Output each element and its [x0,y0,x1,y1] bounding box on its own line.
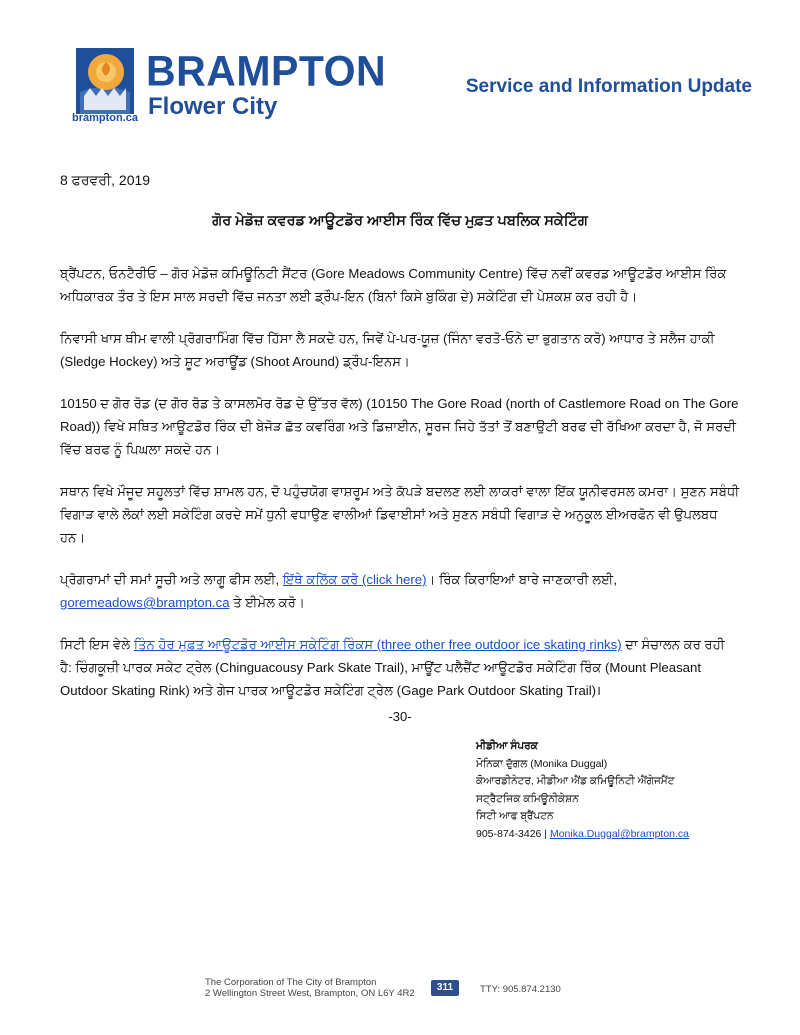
contact-separator: | [541,827,550,840]
schedule-text-end: ਤੇ ਈਮੇਲ ਕਰੋ। [229,595,305,610]
contact-email-link[interactable]: Monika.Duggal@brampton.ca [549,827,690,840]
goremeadows-email-link[interactable]: goremeadows@brampton.ca [60,595,230,610]
page-title: Service and Information Update [465,76,752,97]
footer-address: 2 Wellington Street West, Brampton, ON L6Y 4R2 [205,988,415,999]
paragraph-other-rinks [60,633,740,702]
footer-tty: TTY: 905.874.2130 [480,984,561,995]
release-date: 8 ਫਰਵਰੀ, 2019 [60,172,151,188]
paragraph-amenities: ਸਥਾਨ ਵਿਖੇ ਮੌਜੂਦ ਸਹੂਲਤਾਂ ਵਿੱਚ ਸ਼ਾਮਲ ਹਨ, ਦੋ ਪਹੁੰਚਯੋਗ ਵਾਸ਼ਰੂਮ ਅਤੇ ਕੱਪੜੇ ਬਦਲਣ ਲਈ ਲਾਕਰਾਂ ਵਾਲਾ ਇੱਕ ਯੂਨੀਵਰਸਲ ਕਮਰਾ। ਸੁਣਨ ਸਬੰਧੀ ਵਿਗਾੜ ਵਾਲੇ ਲੋਕਾਂ ਲਈ ਸਕੇਟਿੰਗ ਕਰਦੇ ਸਮੇਂ ਧੁਨੀ ਵਧਾਉਣ ਵਾਲੀਆਂ ਡਿਵਾਈਸਾਂ ਅਤੇ ਸੁਣਨ ਸਬੰਧੀ ਵਿਗਾੜ ਦੇ ਅਨੁਕੂਲ ਈਅਰਫੋਨ ਵੀ ਉਪਲਬਧ ਹਨ। [60,484,740,545]
brand-url: brampton.ca [72,112,139,124]
contact-title: ਮੀਡੀਆ ਸੰਪਰਕ [476,740,538,752]
flower-city-logo-icon [76,48,134,114]
contact-department: ਸਟ੍ਰੈਟਜਿਕ ਕਮਿਊਨੀਕੇਸ਼ਨ [476,792,579,805]
footer [205,977,585,1003]
end-mark: -30- [388,709,412,724]
schedule-text-middle: । ਰਿੰਕ ਕਿਰਾਇਆਂ ਬਾਰੇ ਜਾਣਕਾਰੀ ਲਈ, [426,572,618,587]
headline: ਗੋਰ ਮੇਡੋਜ਼ ਕਵਰਡ ਆਊਟਡੋਰ ਆਈਸ ਰਿੰਕ ਵਿੱਚ ਮੁਫ਼ਤ ਪਬਲਿਕ ਸਕੇਟਿੰਗ [212,213,588,229]
other-rinks-link[interactable]: ਤਿੰਨ ਹੋਰ ਮੁਫ਼ਤ ਆਊਟਡੋਰ ਆਈਸ ਸਕੇਟਿੰਗ ਰਿੰਕਸ (three other free outdoor ice skating rinks) [133,637,622,652]
header [72,40,752,130]
click-here-link[interactable]: ਇੱਥੇ ਕਲਿੱਕ ਕਰੋ (click here) [282,572,427,587]
other-rinks-text-end: ਦਾ ਸੰਚਾਲਨ ਕਰ ਰਹੀ ਹੈ: ਚਿੰਗਕੂਜ਼ੀ ਪਾਰਕ ਸਕੇਟ ਟ੍ਰੇਲ (Chinguacousy Park Skate Trail), ਮਾਊਂਟ ਪਲੈਜ਼ੈਂਟ ਆਊਟਡੋਰ ਸਕੇਟਿੰਗ ਰਿੰਕ (Mount Pleasant Outdoor Skating Rink) ਅਤੇ ਗੇਜ ਪਾਰਕ ਆਊਟਡੋਰ ਸਕੇਟਿੰਗ ਟ੍ਰੇਲ (Gage Park Outdoor Skating Trail)। [60,637,725,698]
paragraph-programming: ਨਿਵਾਸੀ ਖਾਸ ਥੀਮ ਵਾਲੀ ਪ੍ਰੋਗਰਾਮਿੰਗ ਵਿੱਚ ਹਿੱਸਾ ਲੈ ਸਕਦੇ ਹਨ, ਜਿਵੇਂ ਪੇ-ਪਰ-ਯੂਜ਼ (ਜਿੰਨਾ ਵਰਤੋ-ਓਨੇ ਦਾ ਭੁਗਤਾਨ ਕਰੋ) ਆਧਾਰ ਤੇ ਸਲੈਜ ਹਾਕੀ (Sledge Hockey) ਅਤੇ ਸ਼ੂਟ ਅਰਾਊਂਡ (Shoot Around) ਡ੍ਰੌਪ-ਇਨਸ। [60,331,715,369]
brampton-logo[interactable] [72,40,387,130]
article-body [60,262,740,721]
footer-corporation: The Corporation of The City of Brampton [205,977,377,988]
contact-phone: 905-874-3426 [476,827,542,840]
brand-name: BRAMPTON [146,46,387,96]
paragraph-location: 10150 ਦ ਗੋਰ ਰੋਡ (ਦ ਗੋਰ ਰੋਡ ਤੇ ਕਾਸਲਮੋਰ ਰੋਡ ਦੇ ਉੱਤਰ ਵੱਲ) (10150 The Gore Road (north of Castlemore Road on The Gore Road)) ਵਿਖੇ ਸਥਿਤ ਆਊਟਡੋਰ ਰਿੰਕ ਦੀ ਬੇਜੋੜ ਛੱਤ ਕਵਰਿੰਗ ਅਤੇ ਡਿਜ਼ਾਈਨ, ਸੂਰਜ ਜਿਹੇ ਤੱਤਾਂ ਤੋਂ ਬਣਾਉਟੀ ਬਰਫ ਦੀ ਰੱਖਿਆ ਕਰਦਾ ਹੈ, ਜੋ ਸਰਦੀ ਵਿੱਚ ਬਰਫ ਨੂੰ ਪਿਘਲਾ ਸਕਦੇ ਹਨ। [60,396,739,457]
contact-role: ਕੋਆਰਡੀਨੇਟਰ, ਮੀਡੀਆ ਐਂਡ ਕਮਿਊਨਿਟੀ ਐਂਗੇਜਮੈਂਟ [476,775,675,788]
other-rinks-text-start: ਸਿਟੀ ਇਸ ਵੇਲੇ [60,637,134,652]
311-badge-icon: 311 [431,980,459,996]
brand-tagline: Flower City [148,93,278,120]
paragraph-intro: ਬ੍ਰੈਂਪਟਨ, ਓਨਟੈਰੀਓ – ਗੋਰ ਮੇਡੋਜ਼ ਕਮਿਊਨਿਟੀ ਸੈਂਟਰ (Gore Meadows Community Centre) ਵਿੱਚ ਨਵੀਂ ਕਵਰਡ ਆਊਟਡੋਰ ਆਈਸ ਰਿੰਕ ਅਧਿਕਾਰਕ ਤੌਰ ਤੇ ਇਸ ਸਾਲ ਸਰਦੀ ਵਿੱਚ ਜਨਤਾ ਲਈ ਡ੍ਰੌਪ-ਇਨ (ਬਿਨਾਂ ਕਿਸੇ ਬੁਕਿੰਗ ਦੇ) ਸਕੇਟਿੰਗ ਦੀ ਪੇਸ਼ਕਸ਼ ਕਰ ਰਹੀ ਹੈ। [60,266,727,304]
contact-name: ਮੋਨਿਕਾ ਦੁੱਗਲ (Monika Duggal) [476,757,608,770]
media-contact [476,738,776,844]
schedule-text-start: ਪ੍ਰੋਗਰਾਮਾਂ ਦੀ ਸਮਾਂ ਸੂਚੀ ਅਤੇ ਲਾਗੂ ਫੀਸ ਲਈ, [60,572,283,587]
paragraph-schedule [60,568,740,614]
contact-org: ਸਿਟੀ ਆਫ ਬ੍ਰੈਂਪਟਨ [476,810,554,823]
contact-line [476,826,776,844]
